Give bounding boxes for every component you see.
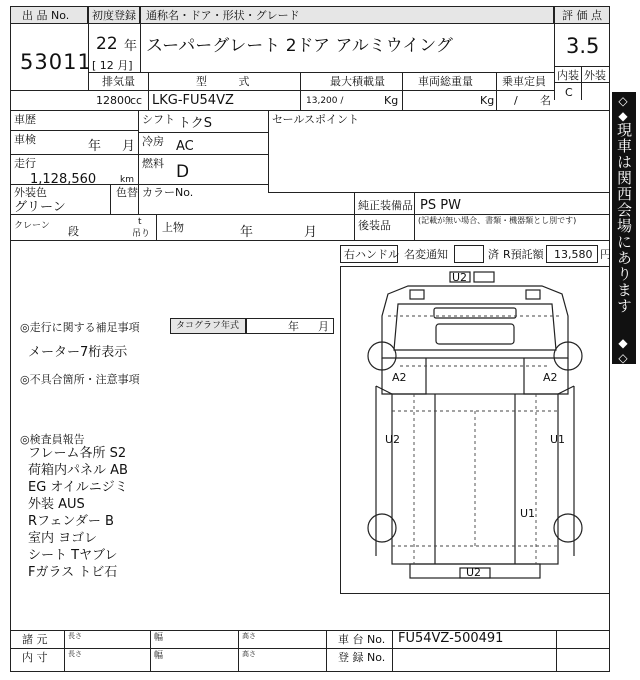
exterior-label: 外装: [584, 69, 606, 82]
inspector-list: [28, 447, 208, 583]
mark-right-lower: U1: [520, 507, 536, 520]
mark-bottom: U2: [466, 566, 482, 579]
recycle-label: R預託額: [503, 248, 544, 261]
mileage-note: メーター7桁表示: [28, 345, 128, 360]
shift: トクS: [178, 116, 212, 131]
recycle-amount: 13,580: [554, 248, 593, 261]
inner-dim-row-label: 内 寸: [22, 651, 48, 664]
ext-color-label: 外装色: [14, 186, 47, 199]
mirror-left: [410, 290, 424, 299]
inspector-item: 荷箱内パネル AB: [28, 463, 128, 478]
first-reg-year: 22: [96, 34, 118, 54]
spec-row-label: 諸 元: [22, 633, 48, 646]
selling-points-label: セールスポイント: [272, 113, 360, 126]
inspector-item: EG オイルニジミ: [28, 480, 128, 495]
inspector-item: Rフェンダー B: [28, 514, 114, 529]
inspector-item: 外装 AUS: [28, 497, 85, 512]
lot-number: 53011: [20, 50, 92, 74]
crane-ton-unit: t: [138, 217, 142, 227]
name-change-label: 名変通知: [404, 248, 448, 261]
score: 3.5: [566, 34, 600, 58]
max-load-label: 最大積載量: [330, 75, 385, 88]
inspector-item: 室内 ヨゴレ: [28, 531, 98, 546]
inspector-item: シート Tヤブレ: [28, 548, 118, 563]
fuel: D: [176, 162, 190, 182]
tachograph-label: タコグラフ年式: [176, 321, 240, 331]
chassis-label: 車 台 No.: [338, 633, 386, 646]
model-code: LKG-FU54VZ: [152, 93, 234, 108]
capacity-slash: /: [514, 94, 518, 107]
height-label-1: 高さ: [242, 632, 256, 640]
displacement-label: 排気量: [102, 75, 135, 88]
name-change-box: [454, 245, 484, 263]
recycle-prefix: 済: [488, 248, 499, 261]
capacity-unit: 名: [540, 94, 551, 107]
crane-stage-unit: 段: [68, 225, 79, 238]
defects-title-visible: ◎不具合箇所・注意事項: [20, 373, 140, 386]
history-label: 車歴: [14, 113, 36, 126]
ac: AC: [176, 139, 194, 154]
mark-left-mid: U2: [385, 433, 401, 446]
lot-label: 出 品 No.: [22, 9, 70, 22]
mark-front-top: U2: [452, 271, 468, 284]
standard-equipment-label: 純正装備品: [358, 199, 413, 212]
displacement: 12800: [96, 94, 131, 107]
mark-right-mid: U1: [550, 433, 566, 446]
registration-label: 登 録 No.: [338, 651, 386, 664]
banner-text: 現車は関西会場にあります: [615, 122, 633, 314]
mileage-section-title: ◎走行に関する補足事項: [20, 321, 140, 334]
inspection-label: 車検: [14, 133, 36, 146]
kg-unit-1: Kg: [384, 94, 399, 107]
model-code-label: 型 式: [196, 75, 264, 88]
mileage-label: 走行: [14, 157, 36, 170]
mileage-unit: km: [120, 175, 134, 185]
banner-diamonds-bottom: ◆◇: [616, 336, 630, 366]
aftermarket-note: (記載が無い場合、書類・機器類とし別です): [418, 216, 577, 225]
chassis-no: FU54VZ-500491: [398, 631, 504, 646]
height-label-2: 高さ: [242, 650, 256, 658]
length-label-2: 長さ: [68, 650, 82, 658]
body-month-unit: 月: [304, 225, 318, 240]
color-change-label: 色替: [116, 186, 138, 199]
model-title: スーパーグレート 2ドア アルミウイング: [146, 36, 453, 56]
width-label-1: 幅: [154, 633, 164, 643]
first-reg-year-unit: 年: [124, 39, 138, 54]
shift-label: シフト: [142, 113, 175, 126]
gvw-label: 車両総重量: [418, 75, 473, 88]
kg-unit-2: Kg: [480, 94, 495, 107]
inspection-year-unit: 年: [88, 139, 102, 154]
interior-label: 内装: [557, 69, 579, 82]
color-code-label: カラーNo.: [142, 186, 194, 199]
recycle-unit: 円: [600, 248, 611, 261]
ext-color: グリーン: [14, 200, 66, 215]
width-label-2: 幅: [154, 651, 164, 661]
length-label-1: 長さ: [68, 632, 82, 640]
top-plate-right: [474, 272, 494, 282]
tacho-month-unit: 月: [318, 320, 329, 333]
first-reg-label: 初度登録: [92, 9, 136, 22]
tacho-year-unit: 年: [288, 320, 299, 333]
mark-right-front: A2: [543, 371, 558, 384]
mileage: 1,128,560: [30, 172, 97, 187]
cab-visor: [434, 308, 516, 318]
truck-diagram: [340, 266, 610, 594]
crane-hang-unit: 吊り: [132, 229, 151, 239]
cab-roof: [394, 304, 556, 350]
max-load: 13,200 /: [306, 96, 344, 106]
mark-left-front: A2: [392, 371, 407, 384]
right-hand-drive: 右ハンドル: [344, 248, 399, 261]
body-year-unit: 年: [240, 225, 254, 240]
body-label: 上物: [162, 221, 184, 234]
aftermarket-label: 後装品: [358, 219, 391, 232]
model-title-label: 通称名・ドア・形状・グレード: [146, 9, 300, 22]
score-label: 評 価 点: [562, 9, 602, 22]
inspector-item: フレーム各所 S2: [28, 446, 127, 461]
inspection-month-unit: 月: [122, 139, 136, 154]
standard-equipment: PS PW: [420, 198, 461, 213]
capacity-label: 乗車定員: [502, 75, 546, 88]
ac-label: 冷房: [142, 135, 164, 148]
crane-label: クレーン: [14, 221, 50, 231]
fuel-label: 燃料: [142, 157, 164, 170]
displacement-unit: cc: [130, 94, 143, 107]
first-reg-month: [ 12 月]: [92, 59, 133, 72]
mirror-right: [526, 290, 540, 299]
inspector-title: ◎検査員報告: [20, 433, 85, 446]
inspector-item: Fガラス トビ石: [28, 565, 118, 580]
interior-grade: C: [565, 86, 573, 99]
banner-diamonds-top: ◇◆: [616, 94, 630, 124]
windshield: [436, 324, 514, 344]
